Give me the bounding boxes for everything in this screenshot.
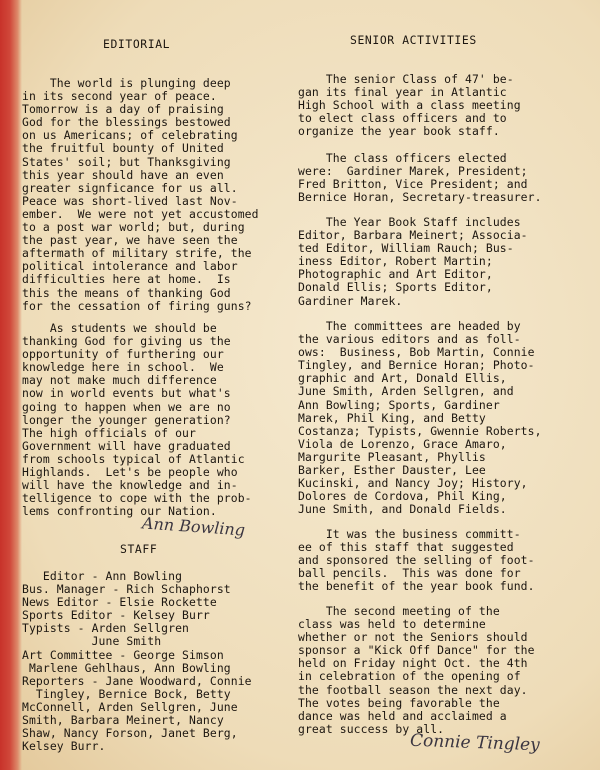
text-line: Marlene Gehlhaus, Ann Bowling xyxy=(22,660,231,675)
text-line: this the means of thanking God xyxy=(22,285,231,300)
text-line: June Smith, and Donald Fields. xyxy=(298,502,507,517)
text-line: going to happen when we are no xyxy=(22,399,231,414)
text-line: whether or not the Seniors should xyxy=(298,630,528,645)
text-line: Dolores de Cordova, Phil King, xyxy=(298,489,507,504)
text-line: Kucinski, and Nancy Joy; History, xyxy=(298,476,528,491)
text-line: As students we should be xyxy=(22,321,217,335)
text-line: ember. We were not yet accustomed xyxy=(22,206,259,221)
text-line: Tingley, Bernice Bock, Betty xyxy=(22,686,231,701)
text-line: Kelsey Burr. xyxy=(22,739,106,754)
text-line: The Year Book Staff includes xyxy=(298,215,521,229)
text-line: the past year, we have seen the xyxy=(22,233,238,248)
text-line: The high officials of our xyxy=(22,425,196,440)
text-line: God for the blessings bestowed xyxy=(22,115,231,130)
senior-paragraph-6 xyxy=(298,605,535,736)
text-line: Gardiner Marek. xyxy=(298,293,403,308)
text-line: Smith, Barbara Meinert, Nancy xyxy=(22,713,224,728)
text-line: Donald Ellis; Sports Editor, xyxy=(298,280,493,295)
text-line: for the cessation of firing guns? xyxy=(22,298,252,313)
text-line: ee of this staff that suggested xyxy=(298,540,514,555)
text-line: Shaw, Nancy Forson, Janet Berg, xyxy=(22,726,238,741)
text-line: the fruitful bounty of United xyxy=(22,141,224,156)
text-line: gan its final year in Atlantic xyxy=(298,85,507,100)
text-line: The votes being favorable the xyxy=(298,695,500,710)
text-line: The class officers elected xyxy=(298,151,507,165)
text-line: Margurite Pleasant, Phyllis xyxy=(298,449,486,464)
text-line: Reporters - Jane Woodward, Connie xyxy=(22,673,252,688)
red-binding-edge xyxy=(0,0,22,770)
editorial-paragraph-2 xyxy=(22,322,252,518)
staff-heading: STAFF xyxy=(120,542,158,556)
text-line: thanking God for giving us the xyxy=(22,334,231,349)
text-line: Fred Britton, Vice President; and xyxy=(298,177,528,192)
text-line: News Editor - Elsie Rockette xyxy=(22,595,217,610)
text-line: iness Editor, Robert Martin; xyxy=(298,254,493,269)
text-line: longer the younger generation? xyxy=(22,412,231,427)
text-line: The second meeting of the xyxy=(298,604,500,618)
text-line: McConnell, Arden Sellgren, June xyxy=(22,699,238,714)
text-line: greater signficance for us all. xyxy=(22,180,238,195)
text-line: Editor, Barbara Meinert; Associa- xyxy=(298,228,528,243)
text-line: Sports Editor - Kelsey Burr xyxy=(22,608,210,623)
text-line: June Smith, Arden Sellgren, and xyxy=(298,384,514,399)
text-line: Marek, Phil King, and Betty xyxy=(298,410,486,425)
text-line: to a post war world; but, during xyxy=(22,220,245,235)
senior-paragraph-1 xyxy=(298,73,521,138)
senior-paragraph-3 xyxy=(298,216,528,308)
text-line: The committees are headed by xyxy=(298,319,521,333)
text-line: ted Editor, William Rauch; Bus- xyxy=(298,241,514,256)
text-line: Bernice Horan, Secretary-treasurer. xyxy=(298,190,542,205)
text-line: Peace was short-lived last Nov- xyxy=(22,193,238,208)
text-line: the benefit of the year book fund. xyxy=(298,579,535,594)
senior-paragraph-5 xyxy=(298,528,535,593)
text-line: Highlands. Let's be people who xyxy=(22,465,238,480)
text-line: now in world events but what's xyxy=(22,386,231,401)
text-line: knowledge here in school. We xyxy=(22,360,224,375)
text-line: great success by all. xyxy=(298,721,445,736)
senior-activities-heading: SENIOR ACTIVITIES xyxy=(350,33,477,47)
text-line: political intolerance and labor xyxy=(22,259,238,274)
text-line: Costanza; Typists, Gwennie Roberts, xyxy=(298,423,542,438)
text-line: and sponsored the selling of foot- xyxy=(298,553,535,568)
text-line: in its second year of peace. xyxy=(22,89,217,104)
senior-paragraph-2 xyxy=(298,152,542,204)
text-line: may not make much difference xyxy=(22,373,217,388)
text-line: The senior Class of 47' be- xyxy=(298,72,514,86)
text-line: Bus. Manager - Rich Schaphorst xyxy=(22,582,231,597)
editorial-signature: Ann Bowling xyxy=(141,513,246,540)
text-line: aftermath of military strife, the xyxy=(22,246,252,261)
text-line: dance was held and acclaimed a xyxy=(298,708,507,723)
text-line: opportunity of furthering our xyxy=(22,347,224,362)
text-line: Barker, Esther Dauster, Lee xyxy=(298,463,486,478)
text-line: graphic and Art, Donald Ellis, xyxy=(298,371,507,386)
text-line: It was the business committ- xyxy=(298,527,521,541)
text-line: Art Committee - George Simson xyxy=(22,647,224,662)
text-line: to elect class officers and to xyxy=(298,111,507,126)
senior-signature: Connie Tingley xyxy=(409,730,541,756)
text-line: from schools typical of Atlantic xyxy=(22,451,245,466)
text-line: difficulties here at home. Is xyxy=(22,272,231,287)
text-line: will have the knowledge and in- xyxy=(22,478,238,493)
text-line: Editor - Ann Bowling xyxy=(22,569,183,583)
text-line: in celebration of the opening of xyxy=(298,669,521,684)
text-line: on us Americans; of celebrating xyxy=(22,128,238,143)
editorial-heading: EDITORIAL xyxy=(103,37,171,51)
staff-list xyxy=(22,570,252,753)
text-line: the various editors and as foll- xyxy=(298,332,521,347)
text-line: Viola de Lorenzo, Grace Amaro, xyxy=(298,436,507,451)
text-line: Government will have graduated xyxy=(22,438,231,453)
text-line: ball pencils. This was done for xyxy=(298,566,521,581)
text-line: sponsor a "Kick Off Dance" for the xyxy=(298,643,535,658)
text-line: held on Friday night Oct. the 4th xyxy=(298,656,528,671)
text-line: Ann Bowling; Sports, Gardiner xyxy=(298,397,500,412)
text-line: Typists - Arden Sellgren xyxy=(22,621,189,636)
text-line: Photographic and Art Editor, xyxy=(298,267,493,282)
text-line: lems confronting our Nation. xyxy=(22,504,217,519)
text-line: Tomorrow is a day of praising xyxy=(22,102,224,117)
text-line: telligence to cope with the prob- xyxy=(22,491,252,506)
text-line: ows: Business, Bob Martin, Connie xyxy=(298,345,535,360)
text-line: class was held to determine xyxy=(298,617,486,632)
text-line: The world is plunging deep xyxy=(22,76,231,90)
text-line: High School with a class meeting xyxy=(298,98,521,113)
text-line: were: Gardiner Marek, President; xyxy=(298,164,528,179)
text-line: Tingley, and Bernice Horan; Photo- xyxy=(298,358,535,373)
senior-paragraph-4 xyxy=(298,320,542,516)
editorial-paragraph-1 xyxy=(22,77,259,313)
text-line: organize the year book staff. xyxy=(298,124,500,139)
text-line: the football season the next day. xyxy=(298,682,528,697)
text-line: States' soil; but Thanksgiving xyxy=(22,154,231,169)
text-line: this year should have an even xyxy=(22,167,224,182)
text-line: June Smith xyxy=(22,634,162,649)
